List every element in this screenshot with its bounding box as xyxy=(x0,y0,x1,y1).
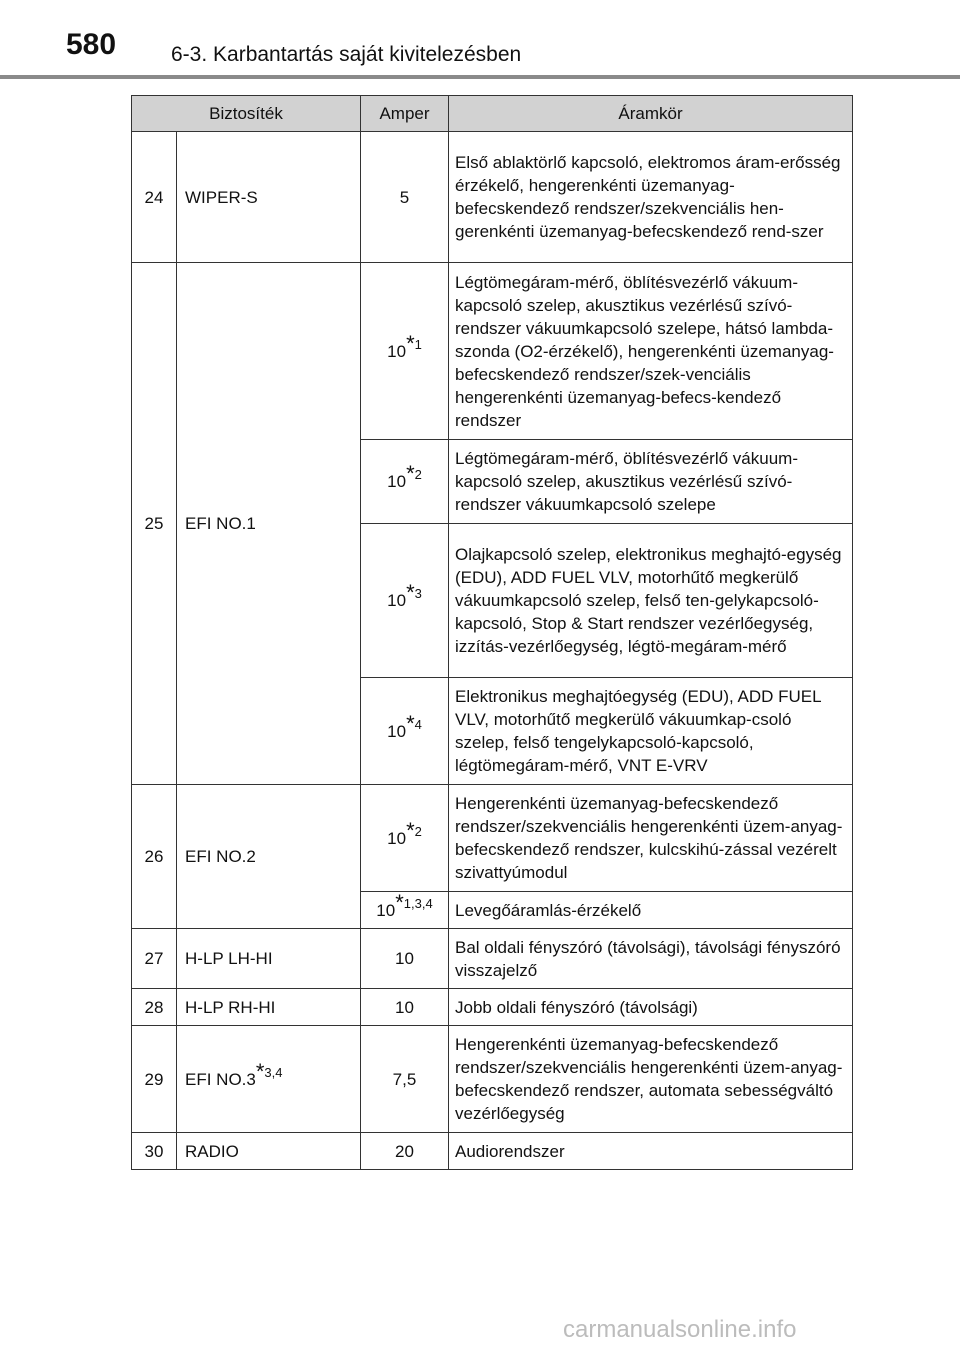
fuse-circuit: Légtömegáram-mérő, öblítésvezérlő vákuum-kapcsoló szelep, akusztikus vezérlésű szívó-rendszer vákuumkapcsoló szelepe, hátsó lambda-szonda (O2-érzékelő), hengerenkénti üzemanyag-befecskendező rendszer/szek-venciális hengerenkénti üzemanyag-befecs-kendező rendszer xyxy=(449,263,853,440)
fuse-name: WIPER-S xyxy=(177,132,361,263)
header-divider xyxy=(0,75,960,79)
table-row xyxy=(132,132,853,263)
page-header xyxy=(0,0,960,80)
asterisk-icon: * xyxy=(255,1058,265,1084)
table-row xyxy=(132,785,853,892)
footnote-ref: 3,4 xyxy=(264,1064,283,1080)
fuse-number: 30 xyxy=(132,1133,177,1170)
table-row xyxy=(132,1026,853,1133)
footnote-ref: 4 xyxy=(414,716,422,732)
column-header-circuit: Áramkör xyxy=(449,96,853,132)
fuse-circuit: Bal oldali fényszóró (távolsági), távolsági fényszóró visszajelző xyxy=(449,929,853,989)
fuse-ampere xyxy=(361,678,449,785)
fuse-table xyxy=(131,95,853,1170)
fuse-circuit: Légtömegáram-mérő, öblítésvezérlő vákuum-kapcsoló szelep, akusztikus vezérlésű szívó-rendszer vákuumkapcsoló szelepe xyxy=(449,440,853,524)
fuse-ampere xyxy=(361,440,449,524)
fuse-number: 25 xyxy=(132,263,177,785)
fuse-name: EFI NO.2 xyxy=(177,785,361,929)
table-row xyxy=(132,263,853,440)
fuse-ampere: 10 xyxy=(361,989,449,1026)
ampere-value: 10 xyxy=(387,828,407,848)
fuse-number: 28 xyxy=(132,989,177,1026)
ampere-value: 10 xyxy=(387,591,407,610)
footnote-ref: 1,3,4 xyxy=(403,895,433,911)
fuse-ampere xyxy=(361,263,449,440)
watermark-text: carmanualsonline.info xyxy=(563,1316,797,1343)
fuse-circuit: Audiorendszer xyxy=(449,1133,853,1170)
fuse-circuit: Olajkapcsoló szelep, elektronikus meghajtó-egység (EDU), ADD FUEL VLV, motorhűtő megkerülő vákuumkapcsoló szelep, felső ten-gelykapcsoló-kapcsoló, Stop & Start rendszer vezérlőegység, izzítás-vezérlőegység, légtö-megáram-mérő xyxy=(449,524,853,678)
asterisk-icon: * xyxy=(406,330,415,356)
fuse-name: H-LP LH-HI xyxy=(177,929,361,989)
fuse-ampere: 20 xyxy=(361,1133,449,1170)
ampere-value: 10 xyxy=(376,900,396,920)
asterisk-icon: * xyxy=(406,817,415,843)
asterisk-icon: * xyxy=(406,580,415,605)
fuse-circuit: Elektronikus meghajtóegység (EDU), ADD FUEL VLV, motorhűtő megkerülő vákuumkap-csoló szelep, felső tengelykapcsoló-kapcsoló, légtömegáram-mérő, VNT E-VRV xyxy=(449,678,853,785)
fuse-circuit: Hengerenkénti üzemanyag-befecskendező rendszer/szekvenciális hengerenkénti üzem-anyag-befecskendező rendszer, kulcskihú-zással vezérelt szivattyúmodul xyxy=(449,785,853,892)
fuse-number: 24 xyxy=(132,132,177,263)
column-header-fuse: Biztosíték xyxy=(132,96,361,132)
fuse-circuit: Hengerenkénti üzemanyag-befecskendező rendszer/szekvenciális hengerenkénti üzem-anyag-befecskendező rendszer, automata sebességváltó vezérlőegység xyxy=(449,1026,853,1133)
table-row xyxy=(132,929,853,989)
fuse-ampere xyxy=(361,524,449,678)
fuse-number: 26 xyxy=(132,785,177,929)
table-header-row xyxy=(132,96,853,132)
fuse-name: RADIO xyxy=(177,1133,361,1170)
page-number: 580 xyxy=(66,28,117,61)
footnote-ref: 2 xyxy=(414,823,422,839)
footnote-ref: 3 xyxy=(414,586,422,601)
ampere-value: 10 xyxy=(387,472,407,491)
table-row xyxy=(132,989,853,1026)
fuse-ampere: 10 xyxy=(361,929,449,989)
fuse-ampere: 5 xyxy=(361,132,449,263)
column-header-ampere: Amper xyxy=(361,96,449,132)
table-row xyxy=(132,1133,853,1170)
fuse-name xyxy=(177,1026,361,1133)
asterisk-icon: * xyxy=(406,461,415,486)
fuse-name: H-LP RH-HI xyxy=(177,989,361,1026)
fuse-number: 29 xyxy=(132,1026,177,1133)
asterisk-icon: * xyxy=(395,889,404,915)
section-title: 6-3. Karbantartás saját kivitelezésben xyxy=(171,43,522,66)
fuse-name-text: EFI NO.3 xyxy=(185,1069,256,1089)
fuse-circuit: Első ablaktörlő kapcsoló, elektromos áram-erősség érzékelő, hengerenkénti üzemanyag-befecskendező rendszer/szekvenciális hen-gerenkénti üzemanyag-befecskendező rend-szer xyxy=(449,132,853,263)
ampere-value: 10 xyxy=(387,341,407,361)
fuse-number: 27 xyxy=(132,929,177,989)
fuse-circuit: Levegőáramlás-érzékelő xyxy=(449,892,853,929)
fuse-name: EFI NO.1 xyxy=(177,263,361,785)
ampere-value: 10 xyxy=(387,721,407,741)
fuse-ampere: 7,5 xyxy=(361,1026,449,1133)
fuse-circuit: Jobb oldali fényszóró (távolsági) xyxy=(449,989,853,1026)
fuse-ampere xyxy=(361,889,449,929)
fuse-ampere xyxy=(361,785,449,892)
footnote-ref: 2 xyxy=(414,467,422,482)
footnote-ref: 1 xyxy=(414,336,422,352)
asterisk-icon: * xyxy=(406,710,415,736)
